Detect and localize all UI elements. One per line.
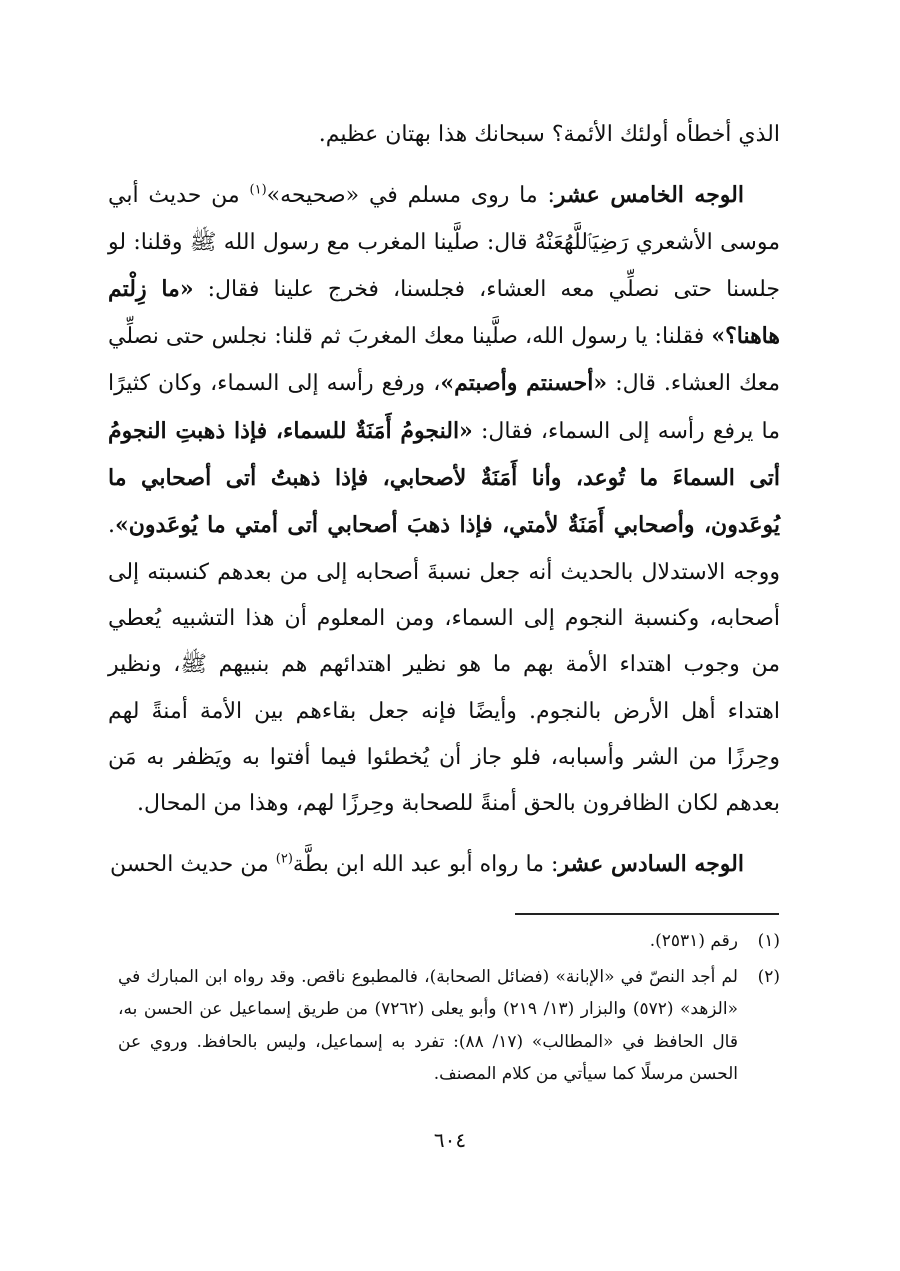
- footnote-2: [118, 961, 780, 1091]
- paragraph-2-text-5: . ووجه الاستدلال بالحديث أنه جعل نسبةَ أصحابه إلى من بعدهم كنسبته إلى أصحابه، وكنسبة النجوم إلى السماء، ومن المعلوم أن هذا التشبيه يُعطي من وجوب اهتداء الأمة بهم ما هو نظير اهتدائهم هم بنبيهم ﷺ، ونظير اهتداء أهل الأرض بالنجوم. وأيضًا فإنه جعل بقاءهم بين الأمة أمنةً لهم وحِرزًا من الشر وأسبابه، فلو جاز أن يُخطئوا فيما أفتوا به ويَظفر به مَن بعدهم لكان الظافرون بالحق أمنةً للصحابة وحِرزًا لهم، وهذا من المحال.: [108, 513, 780, 817]
- hadith-quote-3: «النجومُ أَمَنَةٌ للسماء، فإذا ذهبتِ النجومُ أتى السماءَ ما تُوعد، وأنا أَمَنَةٌ لأصحابي، فإذا ذهبتُ أتى أصحابي ما يُوعَدون، وأصحابي أَمَنَةٌ لأمتي، فإذا ذهبَ أصحابي أتى أمتي ما يُوعَدون»: [108, 417, 780, 539]
- paragraph-1: الذي أخطأه أولئك الأئمة؟ سبحانك هذا بهتان عظيم.: [318, 122, 780, 147]
- main-text: [108, 112, 780, 889]
- footnote-1: [118, 925, 780, 958]
- hadith-quote-2: «أحسنتم وأصبتم»: [440, 370, 608, 397]
- paragraph-3-text-1: : ما رواه أبو عبد الله ابن بطَّة: [292, 852, 559, 878]
- paragraph-2-text-4: ، ورفع رأسه إلى السماء، وكان كثيرًا ما يرفع رأسه إلى السماء، فقال:: [108, 371, 780, 444]
- footnote-text: لم أجد النصّ في «الإبانة» (فضائل الصحابة)، فالمطبوع ناقص. وقد رواه ابن المبارك في «الزهد» (٥٧٢) والبزار (١٣/ ٢١٩) وأبو يعلى (٧٢٦٢) من طريق إسماعيل عن الحسن به، قال الحافظ في «المطالب» (١٧/ ٨٨): تفرد به إسماعيل، وليس بالحافظ. وروي عن الحسن مرسلًا كما سيأتي من كلام المصنف.: [118, 966, 738, 1084]
- footnote-number: (١): [757, 931, 780, 951]
- footnote-number: (٢): [757, 966, 780, 987]
- footnote-text: رقم (٢٥٣١).: [649, 931, 738, 951]
- hadith-quote-1: «ما زِلْتم هاهنا؟»: [108, 275, 780, 350]
- paragraph-3-text-2: من حديث الحسن: [109, 852, 276, 878]
- paragraph-2-text-1: : ما روى مسلم في «صحيحه»: [266, 183, 555, 209]
- page-number: ٦٠٤: [433, 1128, 467, 1152]
- section-heading-15: الوجه الخامس عشر: [554, 182, 744, 209]
- footnote-ref-1: (١): [249, 182, 267, 198]
- footnote-divider: [515, 913, 779, 915]
- paragraph-2-text-2: من حديث أبي موسى الأشعري رَضِيَٱللَّهُعَنْهُ قال: صلَّينا المغرب مع رسول الله ﷺ وقلنا: لو جلسنا حتى نصلِّي معه العشاء، فجلسنا، فخرج علينا فقال:: [108, 183, 780, 302]
- paragraph-2: [108, 172, 780, 827]
- paragraph-2-text-3: فقلنا: يا رسول الله، صلَّينا معك المغربَ ثم قلنا: نجلس حتى نصلِّي معك العشاء. قال:: [108, 324, 780, 397]
- paragraph-3: [108, 841, 780, 888]
- footnotes: [118, 925, 780, 1094]
- section-heading-16: الوجه السادس عشر: [558, 851, 744, 878]
- footnote-ref-2: (٢): [275, 852, 293, 868]
